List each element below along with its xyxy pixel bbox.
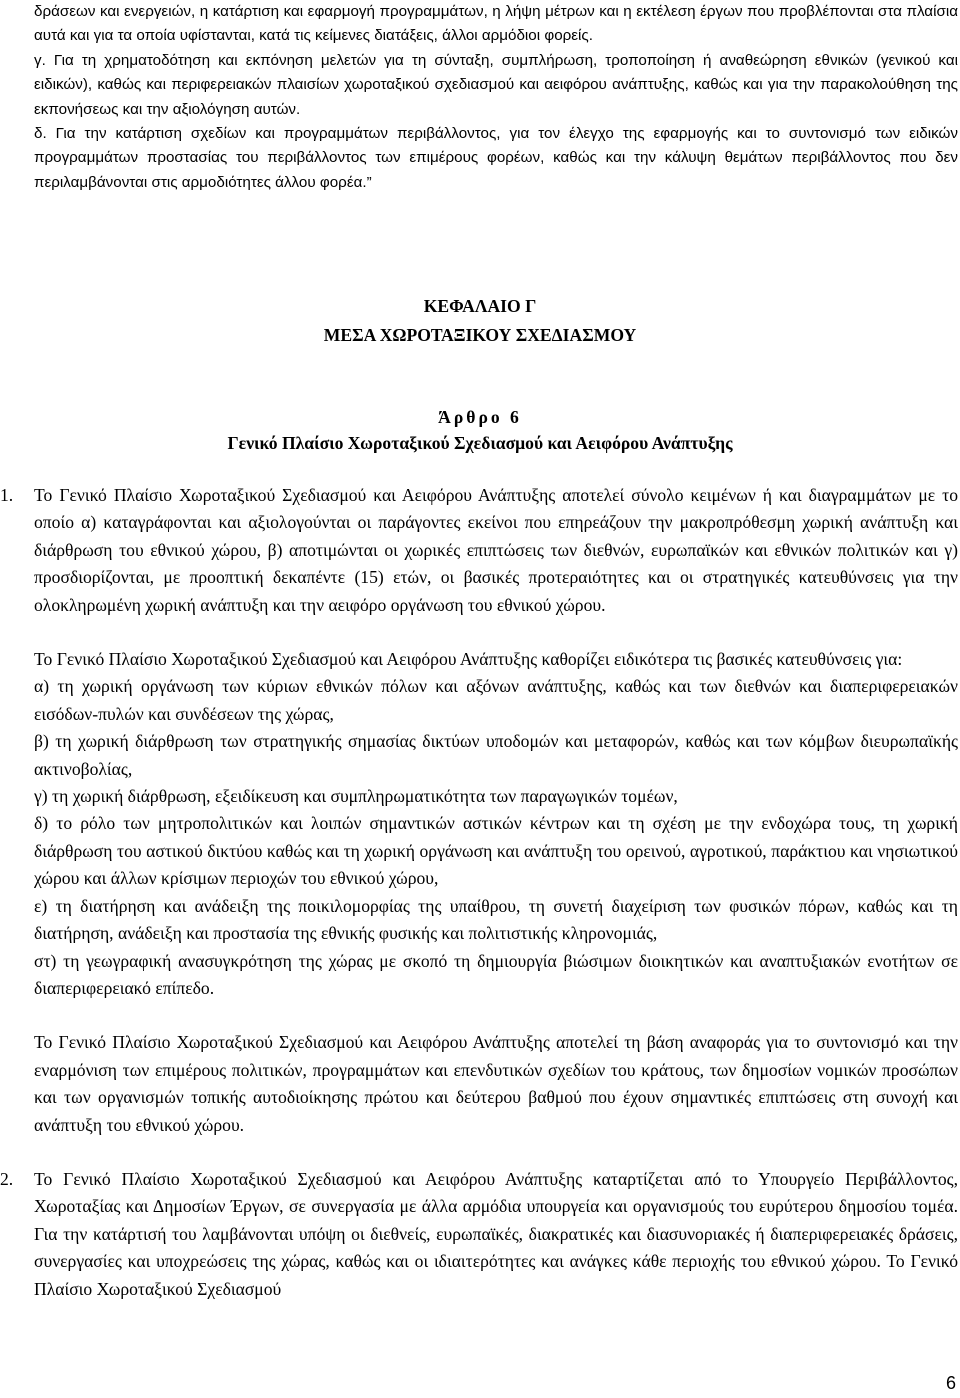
numbered-paragraph-2 (0, 1166, 958, 1303)
list-item: στ) τη γεωγραφική ανασυγκρότηση της χώρας με σκοπό τη δημιουργία βιώσιμων διοικητικών και αναπτυξιακών ενοτήτων σε διαπεριφερειακό επίπεδο. (34, 950, 958, 998)
paragraph-3: Το Γενικό Πλαίσιο Χωροταξικού Σχεδιασμού και Αειφόρου Ανάπτυξης αποτελεί τη βάση αναφοράς για το συντονισμό και την εναρμόνιση των επιμέρους πολιτικών, προγραμμάτων και επενδυτικών σχεδίων του κράτους, των δημοσίων νομικών προσώπων και των οργανισμών τοπικής αυτοδιοίκησης πρώτου και δεύτερου βαθμού που έχουν σημαντικές επιπτώσεις στη συνοχή και ανάπτυξη του εθνικού χώρου. (34, 1032, 958, 1135)
page-number: 6 (945, 1373, 956, 1393)
article-body (0, 482, 958, 1303)
paragraph-gamma: γ. Για τη χρηματοδότηση και εκπόνηση μελετών για τη σύνταξη, συμπλήρωση, τροποποίηση ή αναθεώρηση εθνικών (γενικού και ειδικών), καθώς και περιφερειακών πλαισίων χωροταξικού σχεδιασμού και αειφόρου ανάπτυξης, καθώς και για την παρακολούθηση της εκπονήσεως και την αξιολόγηση αυτών. (34, 51, 958, 118)
paragraph-number: 2. (0, 1168, 14, 1189)
paragraph-delta: δ. Για την κατάρτιση σχεδίων και προγραμμάτων περιβάλλοντος, για τον έλεγχο της εφαρμογής και το συντονισμό των ειδικών προγραμμάτων προστασίας του περιβάλλοντος των επιμέρους φορέων, καθώς και την κάλυψη θεμάτων περιβάλλοντος που δεν περιλαμβάνονται στις αρμοδιότητες άλλου φορέα.” (34, 125, 958, 191)
list-item: γ) τη χωρική διάρθρωση, εξειδίκευση και συμπληρωματικότητα των παραγωγικών τομέων, (34, 786, 678, 807)
list-item: α) τη χωρική οργάνωση των κύριων εθνικών πόλων και αξόνων ανάπτυξης, καθώς και των διεθνών και διαπεριφερειακών εισόδων-πυλών και συνδέσεων της χώρας, (34, 676, 958, 724)
numbered-paragraph-1 (0, 482, 958, 619)
list-item: δ) το ρόλο των μητροπολιτικών και λοιπών σημαντικών αστικών κέντρων και τη σχέση με την ενδοχώρα τους, τη χωρική διάρθρωση του αστικού δικτύου καθώς και τη χωρική οργάνωση και ανάπτυξη του ορεινού, αγροτικού, παράκτιου και νησιωτικού χώρου και άλλων κρίσιμων περιοχών του εθνικού χώρου, (34, 813, 958, 889)
list-item: ε) τη διατήρηση και ανάδειξη της ποικιλομορφίας της υπαίθρου, τη συνετή διαχείριση των φυσικών πόρων, καθώς και τη διατήρηση, ανάδειξη και προστασία της εθνικής φυσικής και πολιτιστικής κληρονομιάς, (34, 895, 958, 944)
paragraph-4: Το Γενικό Πλαίσιο Χωροταξικού Σχεδιασμού και Αειφόρου Ανάπτυξης καταρτίζεται από το Υπουργείο Περιβάλλοντος, Χωροταξίας και Δημοσίων Έργων, σε συνεργασία με άλλα αρμόδια υπουργεία και οργανισμούς του ευρύτερου δημοσίου τομέα. Για την κατάρτισή του λαμβάνονται υπόψη οι διεθνείς, ευρωπαϊκές, διακρατικές και διασυνοριακές ή διαπεριφερειακές δράσεις, συνεργασίες και υποχρεώσεις της χώρας, καθώς και οι ιδιαιτερότητες και ανάγκες κάθε περιοχής του εθνικού χώρου. Το Γενικό Πλαίσιο Χωροταξικού Σχεδιασμού (34, 1168, 958, 1299)
paragraph-2-intro: Το Γενικό Πλαίσιο Χωροταξικού Σχεδιασμού και Αειφόρου Ανάπτυξης καθορίζει ειδικότερα τις βασικές κατευθύνσεις για: (34, 649, 903, 670)
chapter-title: ΜΕΣΑ ΧΩΡΟΤΑΞΙΚΟΥ ΣΧΕΔΙΑΣΜΟΥ (323, 325, 637, 345)
paragraph-number: 1. (0, 485, 14, 505)
list-item: β) τη χωρική διάρθρωση των στρατηγικής σημασίας δικτύων υποδομών και μεταφορών, καθώς και των κόμβων διευρωπαϊκής ακτινοβολίας, (34, 731, 958, 779)
article-title: Γενικό Πλαίσιο Χωροταξικού Σχεδιασμού και Αειφόρου Ανάπτυξης (227, 433, 733, 453)
article-label: Άρθρο 6 (438, 407, 522, 427)
top-text-block (34, 0, 958, 195)
paragraph-continuation: δράσεων και ενεργειών, η κατάρτιση και εφαρμογή προγραμμάτων, η λήψη μέτρων και η εκτέλεση έργων που προβλέπονται στα πλαίσια αυτά και για τα οποία υφίστανται, κατά τις κείμενες διατάξεις, άλλοι αρμόδιοι φορείς. (34, 3, 958, 45)
chapter-label: ΚΕΦΑΛΑΙΟ Γ (423, 296, 537, 316)
paragraph-1: Το Γενικό Πλαίσιο Χωροταξικού Σχεδιασμού και Αειφόρου Ανάπτυξης αποτελεί σύνολο κειμένων ή και διαγραμμάτων με το οποίο α) καταγράφονται και αξιολογούνται οι παράγοντες εκείνοι που επηρεάζουν την μακροπρόθεσμη χωρική ανάπτυξη και διάρθρωση του εθνικού χώρου, β) αποτιμώνται οι χωρικές επιπτώσεις των διεθνών, ευρωπαϊκών και εθνικών πολιτικών και γ) προσδιορίζονται, με προοπτική δεκαπέντε (15) ετών, οι βασικές προτεραιότητες και οι στρατηγικές κατευθύνσεις για την ολοκληρωμένη χωρική ανάπτυξη και την αειφόρο οργάνωση του εθνικού χώρου. (34, 485, 958, 615)
